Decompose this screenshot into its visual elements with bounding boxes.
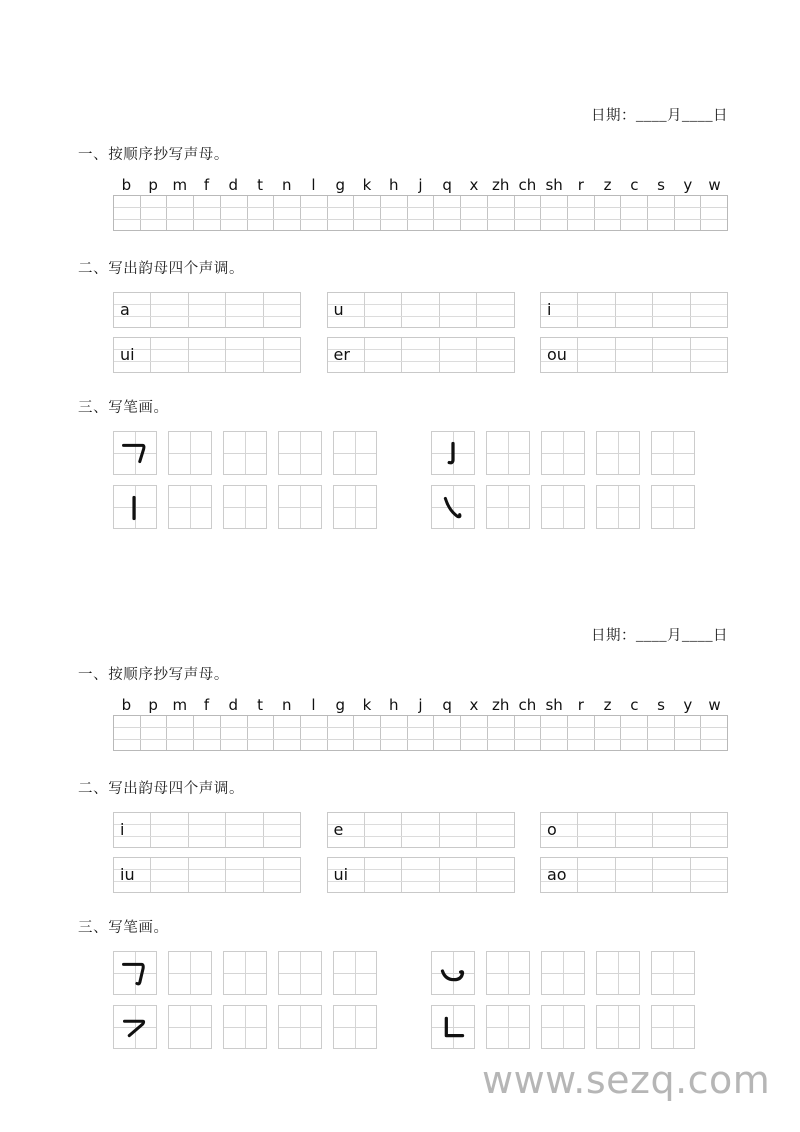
- vowel-tone-box[interactable]: [113, 292, 301, 328]
- pinyin-write-cell[interactable]: [141, 716, 168, 750]
- stroke-practice-cell[interactable]: [486, 1005, 530, 1049]
- consonant-letter: y: [683, 176, 693, 194]
- tone-write-cell[interactable]: [440, 813, 477, 847]
- consonant-letter: sh: [545, 696, 563, 714]
- stroke-practice-cell[interactable]: [223, 431, 267, 475]
- consonant-letter: t: [257, 176, 263, 194]
- tone-write-cell[interactable]: [189, 293, 226, 327]
- consonant-letter: x: [469, 176, 479, 194]
- stroke-practice-cell[interactable]: [651, 431, 695, 475]
- tone-write-cell[interactable]: [578, 813, 615, 847]
- vowel-tone-box[interactable]: [113, 812, 301, 848]
- stroke-practice-cell[interactable]: [333, 951, 377, 995]
- vowel-tone-exercise: [0, 812, 800, 893]
- date-line-text: 日期：____月____日: [591, 108, 728, 124]
- pinyin-write-cell[interactable]: [568, 196, 595, 230]
- section-heading-vowel-tones: 二、写出韵母四个声调。: [78, 261, 245, 277]
- stroke-practice-cell[interactable]: [223, 1005, 267, 1049]
- stroke-exercise: [0, 431, 800, 529]
- tone-write-cell[interactable]: [151, 858, 188, 892]
- tone-write-cell[interactable]: [440, 293, 477, 327]
- tone-write-cell[interactable]: [264, 338, 300, 372]
- consonant-letter: y: [683, 696, 693, 714]
- pinyin-write-cell[interactable]: [461, 196, 488, 230]
- consonant-letter: b: [121, 696, 132, 714]
- consonant-exercise: [0, 178, 800, 231]
- vowel-label: i: [120, 820, 125, 839]
- tone-write-cell[interactable]: [691, 813, 727, 847]
- section-heading-consonants: 一、按顺序抄写声母。: [78, 147, 229, 163]
- pinyin-write-cell[interactable]: [701, 716, 727, 750]
- stroke-model-cell[interactable]: [113, 485, 157, 529]
- vowel-prompt-cell[interactable]: [328, 858, 365, 892]
- tone-write-cell[interactable]: [578, 338, 615, 372]
- tone-write-cell[interactable]: [691, 858, 727, 892]
- vowel-tone-box[interactable]: [327, 857, 515, 893]
- tone-write-cell[interactable]: [264, 858, 300, 892]
- consonant-letter: q: [442, 176, 452, 194]
- vowel-prompt-cell[interactable]: [114, 858, 151, 892]
- vowel-row: [113, 337, 728, 373]
- pinyin-write-cell[interactable]: [515, 716, 542, 750]
- pinyin-write-cell[interactable]: [648, 716, 675, 750]
- tone-write-cell[interactable]: [151, 293, 188, 327]
- pinyin-write-cell[interactable]: [328, 196, 355, 230]
- consonant-letter: k: [362, 696, 372, 714]
- vowel-tone-box[interactable]: [327, 337, 515, 373]
- tone-write-cell[interactable]: [264, 813, 300, 847]
- stroke-row: [113, 951, 728, 995]
- stroke-group-left: [113, 951, 377, 995]
- consonant-letter: k: [362, 176, 372, 194]
- stroke-practice-cell[interactable]: [596, 1005, 640, 1049]
- tone-write-cell[interactable]: [440, 338, 477, 372]
- consonant-letter: g: [335, 176, 345, 194]
- section-heading-strokes: 三、写笔画。: [78, 920, 169, 936]
- vowel-label: ui: [333, 865, 349, 884]
- stroke-model-cell[interactable]: [431, 485, 475, 529]
- vowel-tone-box[interactable]: [540, 857, 728, 893]
- pinyin-write-cell[interactable]: [114, 716, 141, 750]
- vowel-prompt-cell[interactable]: [114, 293, 151, 327]
- tone-write-cell[interactable]: [264, 293, 300, 327]
- tone-write-cell[interactable]: [477, 813, 513, 847]
- vowel-prompt-cell[interactable]: [541, 338, 578, 372]
- pinyin-write-cell[interactable]: [541, 716, 568, 750]
- tone-write-cell[interactable]: [402, 293, 439, 327]
- pinyin-write-cell[interactable]: [301, 716, 328, 750]
- tone-write-cell[interactable]: [653, 858, 690, 892]
- consonant-letter: z: [603, 176, 612, 194]
- consonant-letter: t: [257, 696, 263, 714]
- pinyin-write-cell[interactable]: [141, 196, 168, 230]
- pinyin-write-cell[interactable]: [461, 716, 488, 750]
- vowel-prompt-cell[interactable]: [541, 813, 578, 847]
- vowel-prompt-cell[interactable]: [328, 338, 365, 372]
- stroke-model-cell[interactable]: [113, 431, 157, 475]
- vowel-row: [113, 812, 728, 848]
- pinyin-write-cell[interactable]: [221, 196, 248, 230]
- section-heading-consonants: 一、按顺序抄写声母。: [78, 667, 229, 683]
- tone-write-cell[interactable]: [365, 813, 402, 847]
- consonant-letter: s: [657, 696, 665, 714]
- stroke-exercise: [0, 951, 800, 1049]
- stroke-group-left: [113, 431, 377, 475]
- tone-write-cell[interactable]: [440, 858, 477, 892]
- stroke-practice-cell[interactable]: [168, 951, 212, 995]
- pinyin-write-cell[interactable]: [194, 716, 221, 750]
- stroke-practice-cell[interactable]: [278, 431, 322, 475]
- stroke-group-left: [113, 1005, 377, 1049]
- vowel-prompt-cell[interactable]: [114, 813, 151, 847]
- tone-write-cell[interactable]: [151, 338, 188, 372]
- pinyin-write-cell[interactable]: [568, 716, 595, 750]
- consonant-letter: x: [469, 696, 479, 714]
- tone-write-cell[interactable]: [477, 338, 513, 372]
- stroke-practice-cell[interactable]: [596, 431, 640, 475]
- stroke-model-cell[interactable]: [431, 431, 475, 475]
- tone-write-cell[interactable]: [653, 293, 690, 327]
- tone-write-cell[interactable]: [365, 338, 402, 372]
- vowel-tone-box[interactable]: [327, 292, 515, 328]
- stroke-practice-cell[interactable]: [541, 951, 585, 995]
- section-heading-vowel-tones: 二、写出韵母四个声调。: [78, 781, 245, 797]
- stroke-practice-cell[interactable]: [541, 1005, 585, 1049]
- vowel-tone-box[interactable]: [327, 812, 515, 848]
- tone-write-cell[interactable]: [691, 293, 727, 327]
- consonant-letter: w: [708, 176, 721, 194]
- stroke-practice-cell[interactable]: [486, 951, 530, 995]
- pinyin-write-cell[interactable]: [434, 716, 461, 750]
- tone-write-cell[interactable]: [616, 293, 653, 327]
- pinyin-write-cell[interactable]: [408, 196, 435, 230]
- consonant-letter: h: [388, 696, 399, 714]
- vowel-prompt-cell[interactable]: [328, 293, 365, 327]
- tone-write-cell[interactable]: [616, 338, 653, 372]
- pinyin-write-cell[interactable]: [701, 196, 727, 230]
- pinyin-write-cell[interactable]: [488, 716, 515, 750]
- consonant-letter: m: [172, 176, 188, 194]
- tone-write-cell[interactable]: [616, 858, 653, 892]
- pinyin-write-cell[interactable]: [381, 716, 408, 750]
- pinyin-four-line-grid[interactable]: [113, 195, 728, 231]
- vowel-tone-box[interactable]: [540, 337, 728, 373]
- consonant-letter: c: [630, 176, 639, 194]
- consonant-letter: m: [172, 696, 188, 714]
- tone-write-cell[interactable]: [226, 813, 263, 847]
- consonant-letter: f: [203, 176, 210, 194]
- stroke-practice-cell[interactable]: [486, 431, 530, 475]
- tone-write-cell[interactable]: [189, 338, 226, 372]
- vowel-label: a: [120, 300, 130, 319]
- consonant-letter: ch: [518, 696, 537, 714]
- tone-write-cell[interactable]: [151, 813, 188, 847]
- stroke-practice-cell[interactable]: [651, 951, 695, 995]
- consonant-letter-row: [113, 178, 728, 195]
- vowel-tone-box[interactable]: [113, 857, 301, 893]
- pinyin-write-cell[interactable]: [434, 196, 461, 230]
- consonant-letter: zh: [491, 176, 510, 194]
- consonant-letter: l: [311, 696, 316, 714]
- consonant-letter: f: [203, 696, 210, 714]
- stroke-practice-cell[interactable]: [278, 1005, 322, 1049]
- stroke-practice-cell[interactable]: [333, 431, 377, 475]
- tone-write-cell[interactable]: [226, 858, 263, 892]
- vowel-label: ao: [547, 865, 567, 884]
- pinyin-write-cell[interactable]: [675, 716, 702, 750]
- tone-write-cell[interactable]: [653, 813, 690, 847]
- tone-write-cell[interactable]: [365, 858, 402, 892]
- tone-write-cell[interactable]: [365, 293, 402, 327]
- vowel-row: [113, 292, 728, 328]
- section-heading-strokes: 三、写笔画。: [78, 400, 169, 416]
- consonant-letter: ch: [518, 176, 537, 194]
- stroke-model-cell[interactable]: [431, 1005, 475, 1049]
- vowel-label: iu: [120, 865, 135, 884]
- tone-write-cell[interactable]: [189, 858, 226, 892]
- pinyin-write-cell[interactable]: [114, 196, 141, 230]
- stroke-model-cell[interactable]: [113, 951, 157, 995]
- consonant-exercise: [0, 698, 800, 751]
- tone-write-cell[interactable]: [402, 338, 439, 372]
- consonant-letter: j: [418, 176, 423, 194]
- pinyin-write-cell[interactable]: [248, 716, 275, 750]
- stroke-practice-cell[interactable]: [168, 1005, 212, 1049]
- worksheet-page-2: [0, 520, 800, 1059]
- consonant-letter: q: [442, 696, 452, 714]
- stroke-practice-cell[interactable]: [333, 1005, 377, 1049]
- vowel-prompt-cell[interactable]: [541, 293, 578, 327]
- vowel-tone-box[interactable]: [540, 812, 728, 848]
- consonant-letter: h: [388, 176, 399, 194]
- consonant-letter: n: [282, 696, 292, 714]
- vowel-label: u: [333, 300, 344, 319]
- pinyin-write-cell[interactable]: [248, 196, 275, 230]
- stroke-group-right: [431, 951, 695, 995]
- tone-write-cell[interactable]: [226, 338, 263, 372]
- pinyin-write-cell[interactable]: [167, 716, 194, 750]
- stroke-practice-cell[interactable]: [168, 431, 212, 475]
- stroke-model-cell[interactable]: [113, 1005, 157, 1049]
- vowel-label: o: [547, 820, 557, 839]
- stroke-practice-cell[interactable]: [541, 431, 585, 475]
- stroke-practice-cell[interactable]: [223, 951, 267, 995]
- stroke-practice-cell[interactable]: [596, 951, 640, 995]
- tone-write-cell[interactable]: [402, 813, 439, 847]
- consonant-letter: r: [577, 696, 584, 714]
- pinyin-write-cell[interactable]: [675, 196, 702, 230]
- pinyin-write-cell[interactable]: [488, 196, 515, 230]
- stroke-row: [113, 1005, 728, 1049]
- consonant-letter-row: [113, 698, 728, 715]
- tone-write-cell[interactable]: [691, 338, 727, 372]
- consonant-letter: j: [418, 696, 423, 714]
- pinyin-write-cell[interactable]: [301, 196, 328, 230]
- pinyin-write-cell[interactable]: [541, 196, 568, 230]
- stroke-row: [113, 431, 728, 475]
- vowel-label: ou: [547, 345, 567, 364]
- consonant-letter: l: [311, 176, 316, 194]
- pinyin-write-cell[interactable]: [328, 716, 355, 750]
- consonant-letter: c: [630, 696, 639, 714]
- pinyin-write-cell[interactable]: [354, 196, 381, 230]
- date-line: [0, 104, 800, 125]
- vowel-tone-box[interactable]: [113, 337, 301, 373]
- vowel-label: er: [333, 345, 350, 364]
- consonant-letter: r: [577, 176, 584, 194]
- tone-write-cell[interactable]: [226, 293, 263, 327]
- pinyin-write-cell[interactable]: [515, 196, 542, 230]
- consonant-letter: g: [335, 696, 345, 714]
- vowel-label: ui: [120, 345, 135, 364]
- pinyin-write-cell[interactable]: [621, 196, 648, 230]
- tone-write-cell[interactable]: [189, 813, 226, 847]
- date-line: [0, 624, 800, 645]
- consonant-letter: d: [228, 696, 239, 714]
- pinyin-write-cell[interactable]: [194, 196, 221, 230]
- pinyin-write-cell[interactable]: [274, 716, 301, 750]
- worksheet-page-1: [0, 0, 800, 539]
- date-line-text: 日期：____月____日: [591, 628, 728, 644]
- consonant-letter: zh: [491, 696, 510, 714]
- vowel-prompt-cell[interactable]: [541, 858, 578, 892]
- consonant-letter: d: [228, 176, 239, 194]
- pinyin-write-cell[interactable]: [381, 196, 408, 230]
- pinyin-write-cell[interactable]: [221, 716, 248, 750]
- vowel-label: e: [333, 820, 344, 839]
- pinyin-write-cell[interactable]: [595, 196, 622, 230]
- consonant-letter: n: [282, 176, 292, 194]
- consonant-letter: z: [603, 696, 612, 714]
- stroke-practice-cell[interactable]: [278, 951, 322, 995]
- vowel-prompt-cell[interactable]: [328, 813, 365, 847]
- pinyin-write-cell[interactable]: [274, 196, 301, 230]
- consonant-letter: w: [708, 696, 721, 714]
- stroke-model-cell[interactable]: [431, 951, 475, 995]
- stroke-group-right: [431, 1005, 695, 1049]
- stroke-group-right: [431, 431, 695, 475]
- tone-write-cell[interactable]: [616, 813, 653, 847]
- pinyin-write-cell[interactable]: [408, 716, 435, 750]
- pinyin-write-cell[interactable]: [648, 196, 675, 230]
- tone-write-cell[interactable]: [578, 858, 615, 892]
- vowel-label: i: [547, 300, 552, 319]
- consonant-letter: p: [148, 176, 158, 194]
- pinyin-write-cell[interactable]: [354, 716, 381, 750]
- tone-write-cell[interactable]: [578, 293, 615, 327]
- tone-write-cell[interactable]: [477, 858, 513, 892]
- pinyin-write-cell[interactable]: [621, 716, 648, 750]
- consonant-letter: s: [657, 176, 665, 194]
- pinyin-write-cell[interactable]: [595, 716, 622, 750]
- tone-write-cell[interactable]: [653, 338, 690, 372]
- vowel-row: [113, 857, 728, 893]
- vowel-tone-exercise: [0, 292, 800, 373]
- pinyin-write-cell[interactable]: [167, 196, 194, 230]
- pinyin-four-line-grid[interactable]: [113, 715, 728, 751]
- tone-write-cell[interactable]: [477, 293, 513, 327]
- consonant-letter: sh: [545, 176, 563, 194]
- consonant-letter: p: [148, 696, 158, 714]
- site-watermark: www.sezq.com: [482, 1058, 771, 1102]
- vowel-prompt-cell[interactable]: [114, 338, 151, 372]
- vowel-tone-box[interactable]: [540, 292, 728, 328]
- tone-write-cell[interactable]: [402, 858, 439, 892]
- stroke-practice-cell[interactable]: [651, 1005, 695, 1049]
- consonant-letter: b: [121, 176, 132, 194]
